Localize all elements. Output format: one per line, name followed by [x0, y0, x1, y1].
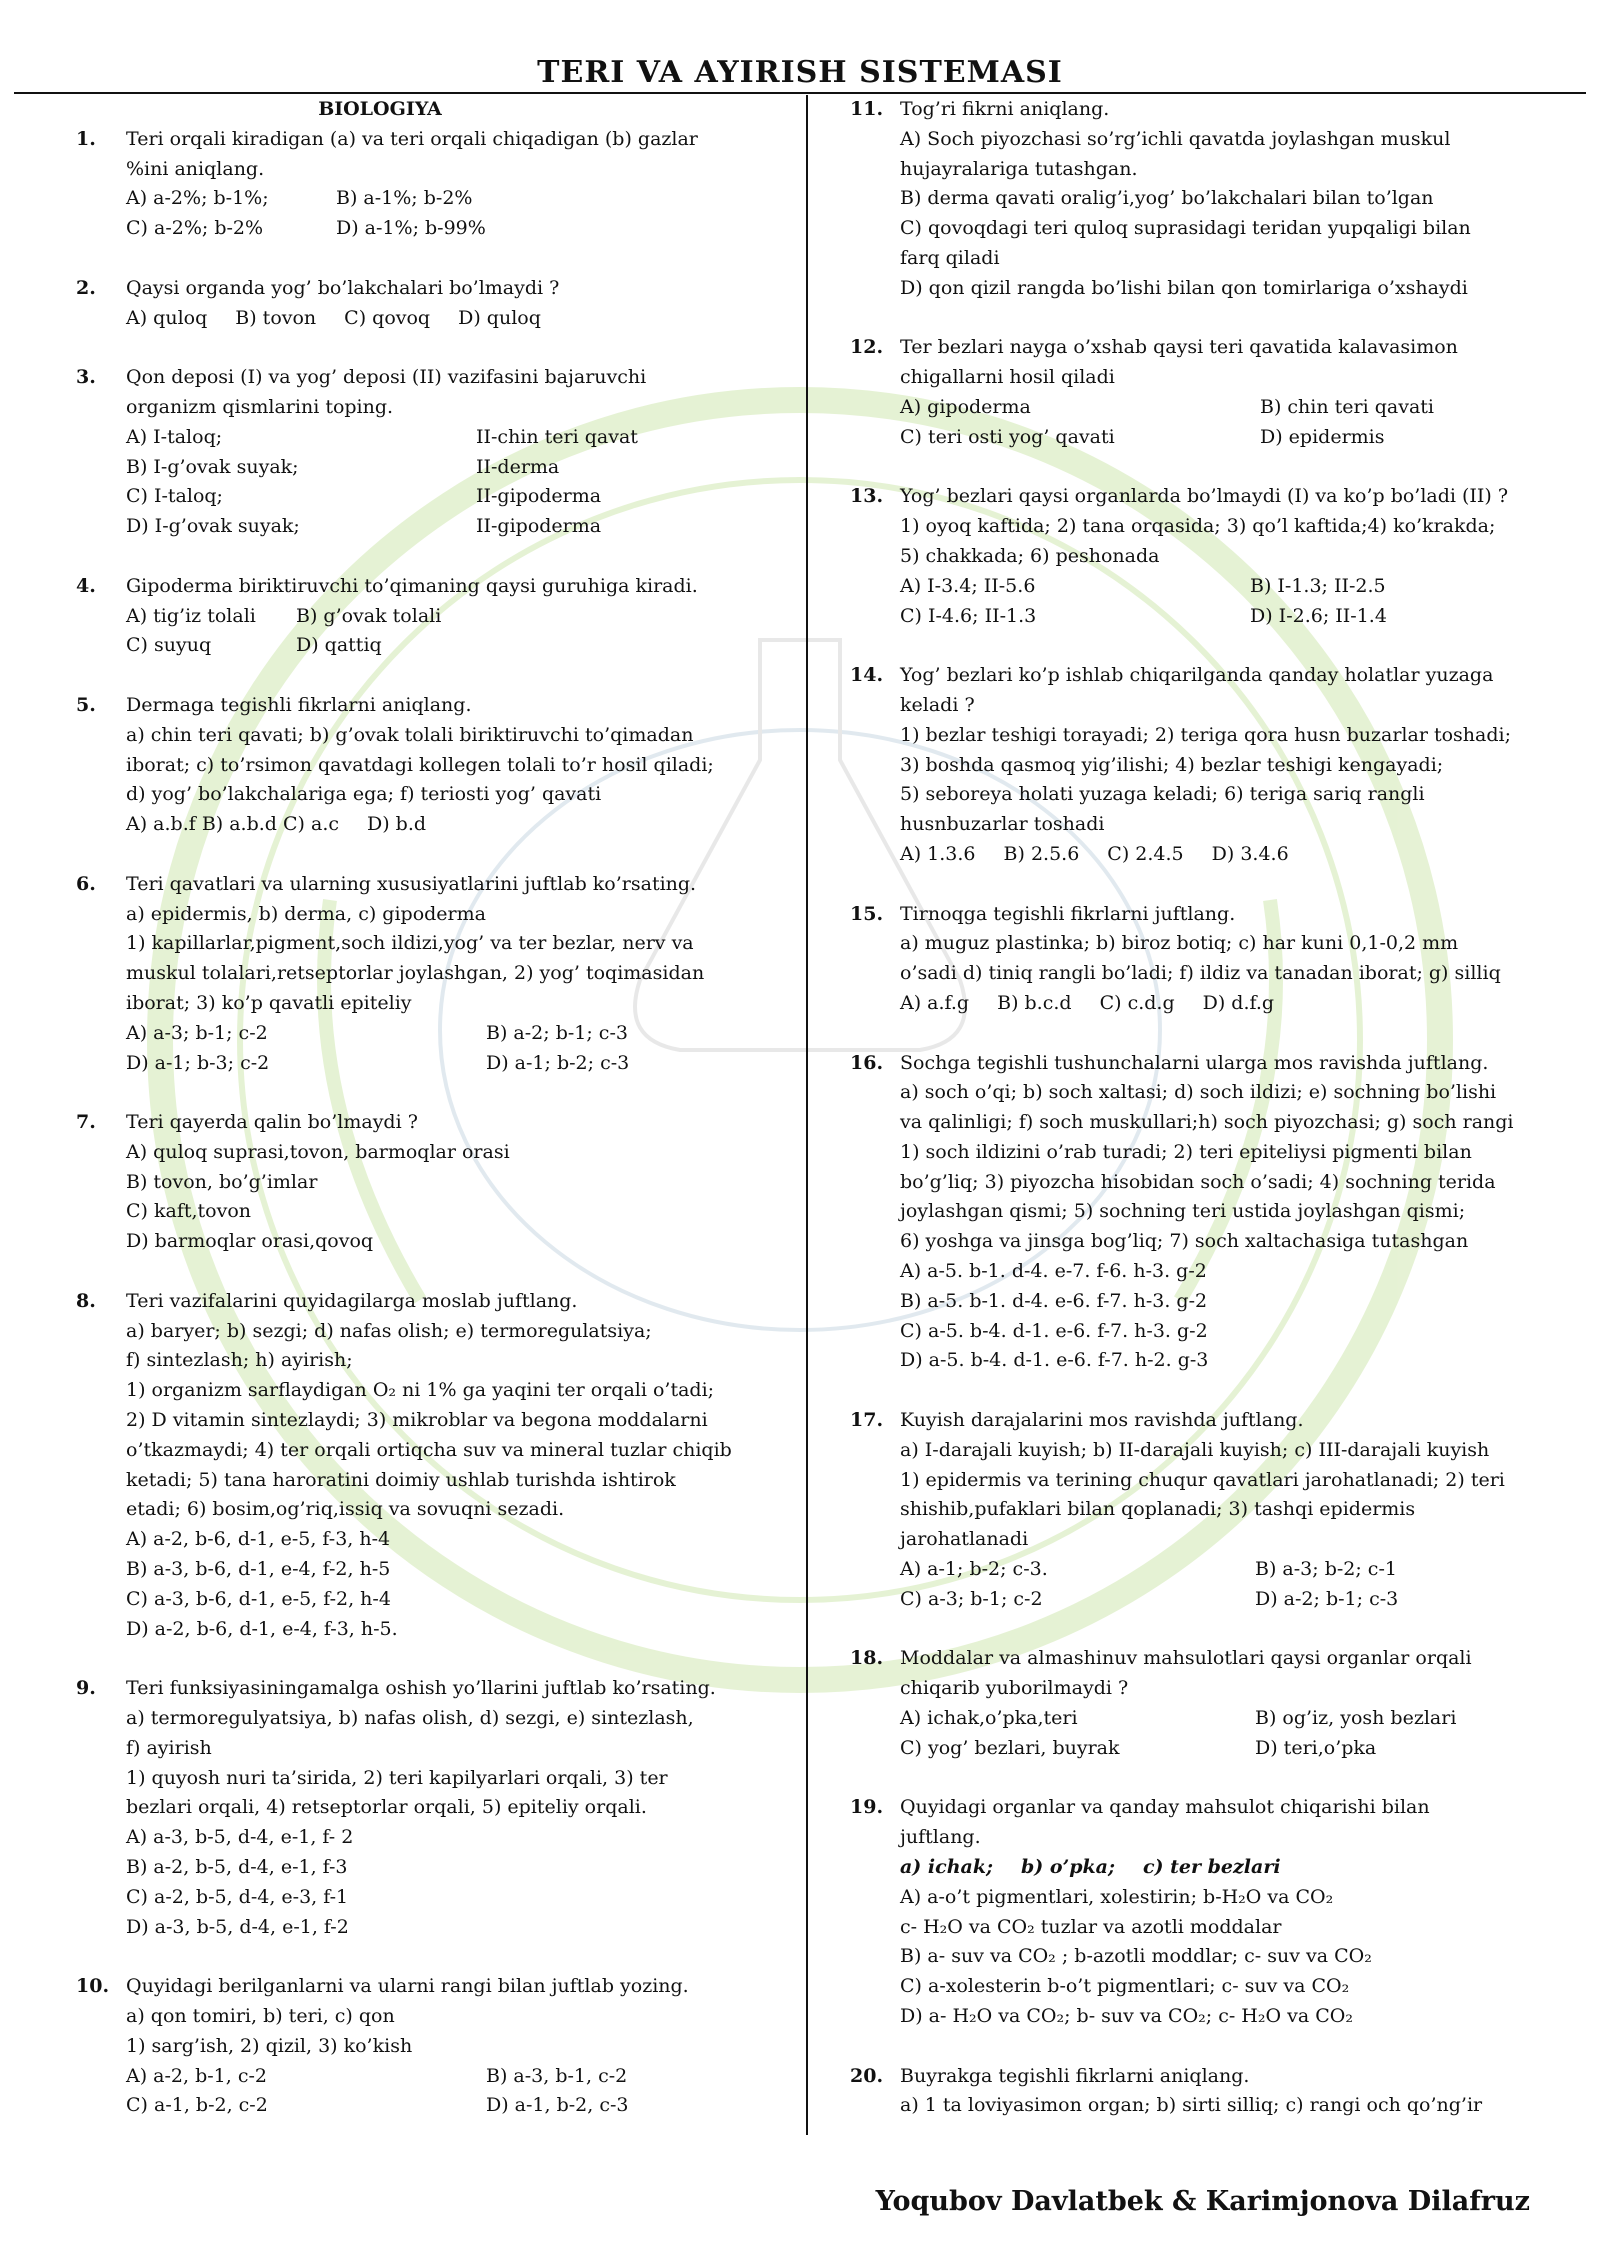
- question-15: [850, 900, 1550, 1019]
- answer-option: D) teri,o’pka: [1255, 1736, 1377, 1759]
- question-number: 14.: [850, 664, 884, 687]
- question-line: Qaysi organda yog’ bo’lakchalari bo’lmaydi ?: [126, 276, 560, 299]
- question-line: Teri vazifalarini quyidagilarga moslab juftlang.: [126, 1289, 578, 1312]
- answer-option: C) a-1, b-2, c-2: [126, 2094, 268, 2117]
- footer-authors: Yoqubov Davlatbek & Karimjonova Dilafruz: [875, 2186, 1530, 2217]
- answer-option: A) a.b.f B) a.b.d C) a.c: [126, 813, 339, 836]
- question-line: C) a-5. b-4. d-1. e-6. f-7. h-3. g-2: [900, 1319, 1208, 1342]
- answer-option: C) yog’ bezlari, buyrak: [900, 1736, 1120, 1759]
- answer-options: [900, 572, 1550, 632]
- answer-option: B) g’ovak tolali: [296, 604, 442, 627]
- question-line: joylashgan qismi; 5) sochning teri ustida joylashgan qismi;: [900, 1200, 1466, 1223]
- question-line: o’sadi d) tiniq rangli bo’ladi; f) ildiz va tanadan iborat; g) silliq: [900, 962, 1501, 985]
- answer-option: B) tovon: [235, 306, 317, 329]
- question-number: 19.: [850, 1796, 884, 1819]
- question-line: a) muguz plastinka; b) biroz botiq; c) har kuni 0,1-0,2 mm: [900, 932, 1459, 955]
- question-line: D) barmoqlar orasi,qovoq: [126, 1230, 374, 1253]
- question-16: [850, 1049, 1550, 1377]
- question-line: Quyidagi organlar va qanday mahsulot chiqarishi bilan: [900, 1796, 1430, 1819]
- answer-option: C) I-taloq;: [126, 485, 223, 508]
- answer-option: A) a-2, b-1, c-2: [126, 2064, 267, 2087]
- answer-option: c- H₂O va CO₂ tuzlar va azotli moddalar: [900, 1915, 1282, 1938]
- answer-option: A) ichak,o’pka,teri: [900, 1707, 1078, 1730]
- question-10: [76, 1972, 781, 2121]
- question-1: [76, 125, 781, 244]
- question-line: Teri orqali kiradigan (a) va teri orqali chiqadigan (b) gazlar: [126, 127, 698, 150]
- question-line: C) a-2, b-5, d-4, e-3, f-1: [126, 1885, 349, 1908]
- question-line: Dermaga tegishli fikrlarni aniqlang.: [126, 693, 472, 716]
- question-line: Quyidagi berilganlarni va ularni rangi bilan juftlab yozing.: [126, 1975, 689, 1998]
- answer-options: [126, 2062, 781, 2122]
- column-divider: [806, 95, 808, 2135]
- answer-option: A) gipoderma: [900, 395, 1031, 418]
- question-line: Gipoderma biriktiruvchi to’qimaning qaysi guruhiga kiradi.: [126, 574, 698, 597]
- answer-option: B) og’iz, yosh bezlari: [1255, 1707, 1457, 1730]
- answer-option: D) a-1, b-2, c-3: [486, 2094, 629, 2117]
- answer-option: A) a-o’t pigmentlari, xolestirin; b-H₂O va CO₂: [900, 1885, 1334, 1908]
- answer-options: [126, 184, 781, 244]
- answer-option: A) 1.3.6: [900, 842, 976, 865]
- answer-option: A) a.f.g: [900, 991, 970, 1014]
- answer-option: B) a-1%; b-2%: [336, 187, 473, 210]
- answer-options: [900, 1704, 1550, 1764]
- question-line: D) a-2, b-6, d-1, e-4, f-3, h-5.: [126, 1617, 398, 1640]
- question-number: 1.: [76, 127, 96, 150]
- answer-option: B) a-3; b-2; c-1: [1255, 1558, 1397, 1581]
- question-line: bezlari orqali, 4) retseptorlar orqali, 5) epiteliy orqali.: [126, 1796, 647, 1819]
- question-line: %ini aniqlang.: [126, 157, 265, 180]
- question-line: f) ayirish: [126, 1736, 212, 1759]
- question-line: chiqarib yuborilmaydi ?: [900, 1677, 1129, 1700]
- question-number: 6.: [76, 872, 96, 895]
- answer-option: D) 3.4.6: [1211, 842, 1289, 865]
- question-line: 6) yoshga va jinsga bog’liq; 7) soch xaltachasiga tutashgan: [900, 1230, 1469, 1253]
- answer-option: B) chin teri qavati: [1260, 395, 1434, 418]
- question-number: 9.: [76, 1677, 96, 1700]
- question-number: 3.: [76, 366, 96, 389]
- answer-option: A) tig’iz tolali: [126, 604, 256, 627]
- title-rule: [14, 92, 1586, 94]
- answer-options: [126, 602, 781, 662]
- question-line: Buyrakga tegishli fikrlarni aniqlang.: [900, 2064, 1250, 2087]
- question-line: Tirnoqga tegishli fikrlarni juftlang.: [900, 902, 1236, 925]
- question-line: hujayralariga tutashgan.: [900, 157, 1138, 180]
- question-line: C) a-3, b-6, d-1, e-5, f-2, h-4: [126, 1587, 391, 1610]
- question-11: [850, 95, 1550, 304]
- question-line: chigallarni hosil qiladi: [900, 366, 1115, 389]
- organ-labels: [900, 1853, 1550, 1883]
- answer-options: [900, 393, 1550, 453]
- answer-options: [900, 989, 1550, 1019]
- question-line: C) qovoqdagi teri quloq suprasidagi teridan yupqaligi bilan: [900, 217, 1471, 240]
- answer-options: [900, 1555, 1550, 1615]
- question-line: iborat; 3) ko’p qavatli epiteliy: [126, 991, 412, 1014]
- question-line: a) termoregulyatsiya, b) nafas olish, d) sezgi, e) sintezlash,: [126, 1707, 694, 1730]
- question-line: keladi ?: [900, 693, 975, 716]
- organ-label: a) ichak;: [900, 1856, 994, 1879]
- left-question-list: [76, 125, 781, 2121]
- subject-heading: BIOLOGIYA: [318, 98, 442, 120]
- question-line: etadi; 6) bosim,og’riq,issiq va sovuqni sezadi.: [126, 1498, 565, 1521]
- question-line: o’tkazmaydi; 4) ter orqali ortiqcha suv va mineral tuzlar chiqib: [126, 1438, 732, 1461]
- answer-option: B) b.c.d: [997, 991, 1072, 1014]
- question-line: 5) seboreya holati yuzaga keladi; 6) teriga sariq rangli: [900, 783, 1425, 806]
- organ-label: b) o’pka;: [1021, 1856, 1115, 1879]
- answer-option: A) quloq: [126, 306, 208, 329]
- question-line: a) qon tomiri, b) teri, c) qon: [126, 2005, 395, 2027]
- question-line: B) tovon, bo’g’imlar: [126, 1170, 318, 1193]
- page-title: TERI VA AYIRISH SISTEMASI: [537, 55, 1063, 90]
- answer-option: B) a- suv va CO₂ ; b-azotli moddlar; c- suv va CO₂: [900, 1945, 1372, 1968]
- question-number: 13.: [850, 485, 884, 508]
- answer-option: A) I-3.4; II-5.6: [900, 574, 1036, 597]
- question-number: 15.: [850, 902, 884, 925]
- question-line: f) sintezlash; h) ayirish;: [126, 1349, 353, 1372]
- question-line: a) chin teri qavati; b) g’ovak tolali biriktiruvchi to’qimadan: [126, 723, 694, 746]
- question-line: A) Soch piyozchasi so’rg’ichli qavatda joylashgan muskul: [900, 127, 1451, 150]
- question-line: A) a-3, b-5, d-4, e-1, f- 2: [126, 1826, 354, 1849]
- question-14: [850, 661, 1550, 870]
- question-line: a) 1 ta loviyasimon organ; b) sirti silliq; c) rangi och qo’ng’ir: [900, 2094, 1483, 2117]
- question-line: a) soch o’qi; b) soch xaltasi; d) soch ildizi; e) sochning bo’lishi: [900, 1081, 1497, 1104]
- question-line: D) a-3, b-5, d-4, e-1, f-2: [126, 1915, 349, 1938]
- question-20: [850, 2062, 1550, 2122]
- answer-options: [900, 840, 1550, 870]
- answer-options: [126, 1019, 781, 1079]
- question-line: ketadi; 5) tana haroratini doimiy ushlab turishda ishtirok: [126, 1468, 676, 1491]
- question-2: [76, 274, 781, 334]
- answer-option: D) b.d: [367, 813, 427, 836]
- question-line: Teri qayerda qalin bo’lmaydi ?: [126, 1111, 418, 1134]
- answer-option: D) a-1; b-2; c-3: [486, 1051, 630, 1074]
- question-line: d) yog’ bo’lakchalariga ega; f) teriosti yog’ qavati: [126, 783, 602, 806]
- answer-option: B) I-1.3; II-2.5: [1250, 574, 1386, 597]
- right-column: [850, 95, 1550, 2151]
- question-line: jarohatlanadi: [900, 1528, 1029, 1551]
- question-line: B) a-2, b-5, d-4, e-1, f-3: [126, 1856, 348, 1879]
- question-number: 5.: [76, 693, 96, 716]
- answer-option: C) qovoq: [344, 306, 431, 329]
- question-line: Yog’ bezlari qaysi organlarda bo’lmaydi (I) va ko’p bo’ladi (II) ?: [900, 485, 1509, 508]
- answer-option: II-chin teri qavat: [476, 425, 638, 448]
- question-line: D) qon qizil rangda bo’lishi bilan qon tomirlariga o’xshaydi: [900, 276, 1468, 299]
- answer-option: C) a-2%; b-2%: [126, 217, 264, 240]
- answer-option: A) a-3; b-1; c-2: [126, 1021, 268, 1044]
- question-line: a) baryer; b) sezgi; d) nafas olish; e) termoregulatsiya;: [126, 1319, 652, 1342]
- question-number: 16.: [850, 1051, 884, 1074]
- question-line: 1) epidermis va terining chuqur qavatlari jarohatlanadi; 2) teri: [900, 1468, 1505, 1491]
- question-line: 1) bezlar teshigi torayadi; 2) teriga qora husn buzarlar toshadi;: [900, 723, 1511, 746]
- question-line: B) a-5. b-1. d-4. e-6. f-7. h-3. g-2: [900, 1289, 1208, 1312]
- answer-option: II-derma: [476, 455, 560, 478]
- question-number: 17.: [850, 1409, 884, 1432]
- question-line: husnbuzarlar toshadi: [900, 813, 1105, 836]
- question-line: A) a-2, b-6, d-1, e-5, f-3, h-4: [126, 1528, 391, 1551]
- answer-options: [126, 423, 781, 542]
- question-line: C) kaft,tovon: [126, 1200, 252, 1223]
- right-question-list: [850, 95, 1550, 2121]
- question-9: [76, 1674, 781, 1942]
- question-line: B) a-3, b-6, d-1, e-4, f-2, h-5: [126, 1558, 391, 1581]
- question-7: [76, 1108, 781, 1257]
- answer-option: II-gipoderma: [476, 485, 602, 508]
- question-line: Tog’ri fikrni aniqlang.: [900, 98, 1110, 120]
- question-line: A) a-5. b-1. d-4. e-7. f-6. h-3. g-2: [900, 1260, 1207, 1283]
- question-line: Qon deposi (I) va yog’ deposi (II) vazifasini bajaruvchi: [126, 366, 647, 389]
- question-line: 3) boshda qasmoq yig’ilishi; 4) bezlar teshigi kengayadi;: [900, 753, 1444, 776]
- answer-option: B) a-3, b-1, c-2: [486, 2064, 628, 2087]
- answer-option: C) teri osti yog’ qavati: [900, 425, 1115, 448]
- answer-option: C) a-xolesterin b-o’t pigmentlari; c- suv va CO₂: [900, 1975, 1350, 1998]
- question-number: 7.: [76, 1111, 96, 1134]
- left-column: [76, 95, 781, 2151]
- question-4: [76, 572, 781, 661]
- question-line: farq qiladi: [900, 246, 1000, 269]
- question-number: 10.: [76, 1975, 110, 1998]
- question-line: 1) organizm sarflaydigan O₂ ni 1% ga yaqini ter orqali o’tadi;: [126, 1379, 715, 1402]
- answer-option: D) epidermis: [1260, 425, 1385, 448]
- answer-option: A) a-1; b-2; c-3.: [900, 1558, 1048, 1581]
- question-line: Sochga tegishli tushunchalarni ularga mos ravishda juftlang.: [900, 1051, 1489, 1074]
- answer-option: D) I-g’ovak suyak;: [126, 515, 300, 538]
- answer-option: D) a-1; b-3; c-2: [126, 1051, 270, 1074]
- answer-options: [126, 304, 781, 334]
- question-6: [76, 870, 781, 1079]
- question-line: iborat; c) to’rsimon qavatdagi kollegen tolali to’r hosil qiladi;: [126, 753, 714, 776]
- question-line: juftlang.: [900, 1826, 981, 1849]
- question-line: shishib,pufaklari bilan qoplanadi; 3) tashqi epidermis: [900, 1498, 1416, 1521]
- question-19: [850, 1793, 1550, 2031]
- question-number: 12.: [850, 336, 884, 359]
- answer-option: C) c.d.g: [1099, 991, 1175, 1014]
- question-line: D) a-5. b-4. d-1. e-6. f-7. h-2. g-3: [900, 1349, 1209, 1372]
- question-line: 1) sarg’ish, 2) qizil, 3) ko’kish: [126, 2034, 413, 2057]
- answer-option: D) a-2; b-1; c-3: [1255, 1587, 1399, 1610]
- question-8: [76, 1287, 781, 1645]
- answer-option: C) I-4.6; II-1.3: [900, 604, 1037, 627]
- question-line: va qalinligi; f) soch muskullari;h) soch piyozchasi; g) soch rangi: [900, 1111, 1514, 1134]
- answer-option: D) I-2.6; II-1.4: [1250, 604, 1387, 627]
- question-line: Yog’ bezlari ko’p ishlab chiqarilganda qanday holatlar yuzaga: [900, 664, 1494, 687]
- question-line: 5) chakkada; 6) peshonada: [900, 544, 1160, 567]
- question-line: bo’g’liq; 3) piyozcha hisobidan soch o’sadi; 4) sochning terida: [900, 1170, 1496, 1193]
- question-number: 18.: [850, 1647, 884, 1670]
- question-3: [76, 363, 781, 542]
- answer-option: B) 2.5.6: [1003, 842, 1080, 865]
- question-number: 11.: [850, 98, 884, 120]
- answer-option: D) a-1%; b-99%: [336, 217, 486, 240]
- answer-option: D) quloq: [458, 306, 541, 329]
- question-line: a) epidermis, b) derma, c) gipoderma: [126, 902, 486, 925]
- question-12: [850, 333, 1550, 452]
- question-line: muskul tolalari,retseptorlar joylashgan, 2) yog’ toqimasidan: [126, 962, 705, 985]
- question-5: [76, 691, 781, 840]
- question-18: [850, 1644, 1550, 1763]
- question-number: 4.: [76, 574, 96, 597]
- question-line: 1) soch ildizini o’rab turadi; 2) teri epiteliysi pigmenti bilan: [900, 1140, 1472, 1163]
- answer-option: C) 2.4.5: [1107, 842, 1184, 865]
- question-line: Moddalar va almashinuv mahsulotlari qaysi organlar orqali: [900, 1647, 1472, 1670]
- answer-option: C) suyuq: [126, 634, 212, 657]
- question-number: 20.: [850, 2064, 884, 2087]
- question-line: A) quloq suprasi,tovon, barmoqlar orasi: [126, 1140, 510, 1163]
- answer-option: A) a-2%; b-1%;: [126, 187, 269, 210]
- answer-options: [126, 810, 781, 840]
- organ-label: c) ter bezlari: [1142, 1856, 1281, 1879]
- answer-option: B) a-2; b-1; c-3: [486, 1021, 628, 1044]
- question-17: [850, 1406, 1550, 1615]
- question-line: Ter bezlari nayga o’xshab qaysi teri qavatida kalavasimon: [900, 336, 1458, 359]
- question-line: Kuyish darajalarini mos ravishda juftlang.: [900, 1409, 1304, 1432]
- answer-option: D) qattiq: [296, 634, 382, 657]
- answer-option: D) d.f.g: [1202, 991, 1275, 1014]
- question-line: Teri funksiyasiningamalga oshish yo’llarini juftlab ko’rsating.: [126, 1677, 716, 1700]
- question-line: organizm qismlarini toping.: [126, 395, 394, 418]
- question-13: [850, 482, 1550, 631]
- question-number: 8.: [76, 1289, 96, 1312]
- question-line: a) I-darajali kuyish; b) II-darajali kuyish; c) III-darajali kuyish: [900, 1438, 1490, 1461]
- question-line: B) derma qavati oralig’i,yog’ bo’lakchalari bilan to’lgan: [900, 187, 1434, 210]
- answer-option: D) a- H₂O va CO₂; b- suv va CO₂; c- H₂O va CO₂: [900, 2005, 1353, 2027]
- question-line: 1) quyosh nuri ta’sirida, 2) teri kapilyarlari orqali, 3) ter: [126, 1766, 668, 1789]
- question-line: 1) oyoq kaftida; 2) tana orqasida; 3) qo’l kaftida;4) ko’krakda;: [900, 515, 1496, 538]
- question-line: Teri qavatlari va ularning xususiyatlarini juftlab ko’rsating.: [126, 872, 697, 895]
- answer-option: B) I-g’ovak suyak;: [126, 455, 299, 478]
- answer-option: II-gipoderma: [476, 515, 602, 538]
- question-line: 2) D vitamin sintezlaydi; 3) mikroblar va begona moddalarni: [126, 1409, 708, 1432]
- answer-option: A) I-taloq;: [126, 425, 223, 448]
- question-line: 1) kapillarlar,pigment,soch ildizi,yog’ va ter bezlar, nerv va: [126, 932, 694, 955]
- answer-option: C) a-3; b-1; c-2: [900, 1587, 1043, 1610]
- question-number: 2.: [76, 276, 96, 299]
